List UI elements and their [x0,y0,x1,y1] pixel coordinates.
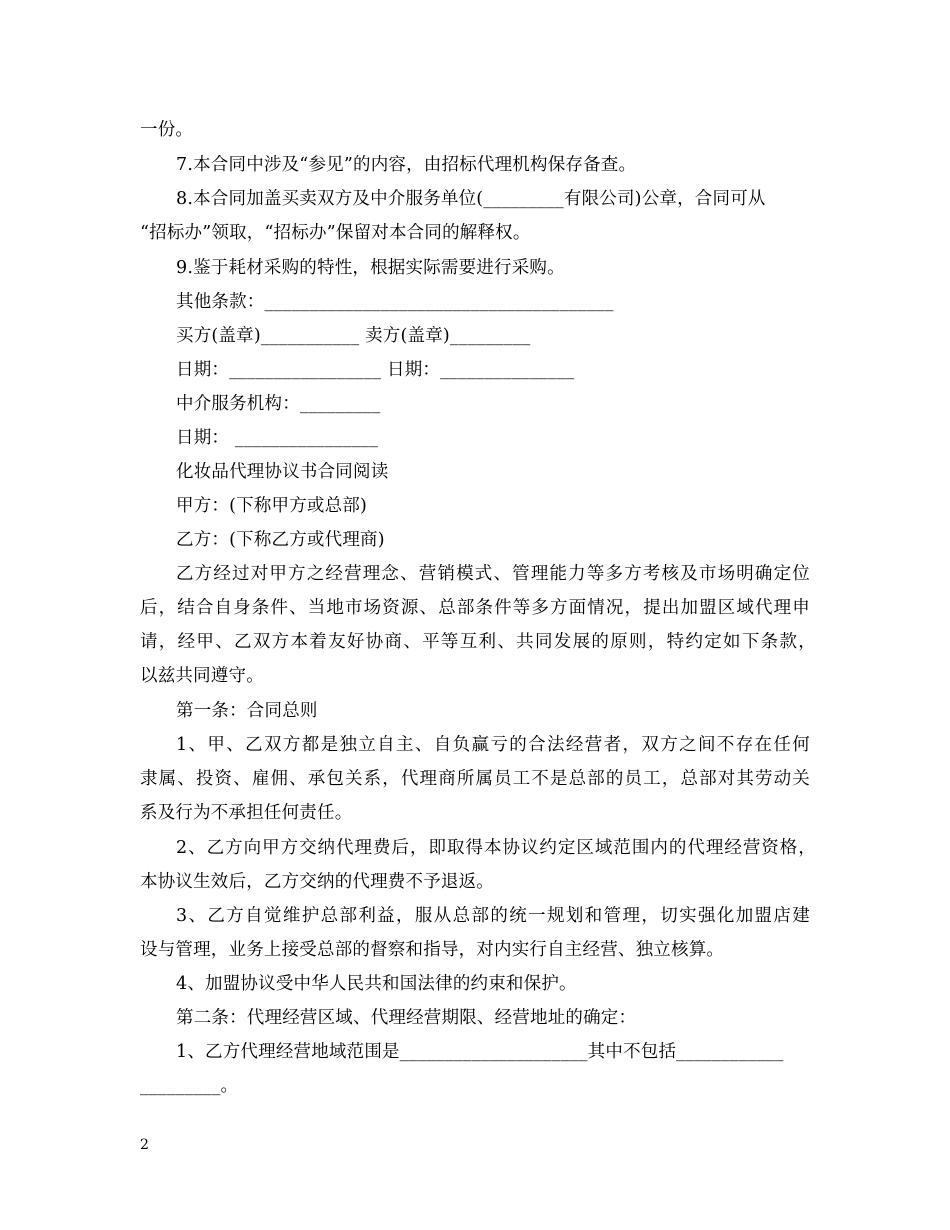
date-fields: 日期：_________________ 日期：_______________ [176,360,575,380]
article-1-item-3-line-1: 3、乙方自觉维护总部利益，服从总部的统一规划和管理，切实强化加盟店建 [176,906,810,926]
page-number: 2 [140,1137,149,1153]
preamble-line-1: 乙方经过对甲方之经营理念、营销模式、管理能力等多方考核及市场明确定位 [176,564,810,584]
article-2-item-1-line-1: 1、乙方代理经营地域范围是_____________________其中不包括____________ [176,1042,784,1062]
preamble-line-4: 以兹共同遵守。 [140,666,264,686]
agency-date-field: 日期： ________________ [176,428,379,448]
seal-fields: 买方(盖章)___________ 卖方(盖章)_________ [176,326,531,346]
party-a: 甲方：(下称甲方或总部) [176,496,368,516]
clause-8-line-1: 8.本合同加盖买卖双方及中介服务单位(_________有限公司)公章，合同可从 [176,189,766,209]
article-2-heading: 第二条：代理经营区域、代理经营期限、经营地址的确定： [176,1008,637,1028]
article-1-item-2-line-2: 本协议生效后，乙方交纳的代理费不予退返。 [140,872,494,892]
agency-field: 中介服务机构：_________ [176,394,381,414]
party-b: 乙方：(下称乙方或代理商) [176,530,385,550]
article-1-item-2-line-1: 2、乙方向甲方交纳代理费后，即取得本协议约定区域范围内的代理经营资格， [176,838,816,858]
article-1-heading: 第一条：合同总则 [176,701,318,721]
article-1-item-1-line-1: 1、甲、乙双方都是独立自主、自负赢亏的合法经营者，双方之间不存在任何 [176,735,810,755]
article-1-item-1-line-2: 隶属、投资、雇佣、承包关系，代理商所属员工不是总部的员工，总部对其劳动关 [140,769,810,789]
preamble-line-2: 后，结合自身条件、当地市场资源、总部条件等多方面情况，提出加盟区域代理申 [140,598,810,618]
text-line-continuation: 一份。 [140,120,194,140]
preamble-line-3: 请，经甲、乙双方本着友好协商、平等互利、共同发展的原则，特约定如下条款， [140,632,816,652]
clause-7: 7.本合同中涉及“参见”的内容，由招标代理机构保存备查。 [176,155,637,175]
clause-8-line-2: “招标办”领取，“招标办”保留对本合同的解释权。 [140,223,531,243]
article-1-item-4: 4、加盟协议受中华人民共和国法律的约束和保护。 [176,974,577,994]
clause-9: 9.鉴于耗材采购的特性，根据实际需要进行采购。 [176,258,565,278]
other-terms-field: 其他条款：_______________________________________ [176,292,614,312]
section-heading: 化妆品代理协议书合同阅读 [176,462,389,482]
article-1-item-3-line-2: 设与管理，业务上接受总部的督察和指导，对内实行自主经营、独立核算。 [140,940,725,960]
article-1-item-1-line-3: 系及行为不承担任何责任。 [140,803,353,823]
article-2-item-1-line-2: _________。 [140,1076,239,1096]
